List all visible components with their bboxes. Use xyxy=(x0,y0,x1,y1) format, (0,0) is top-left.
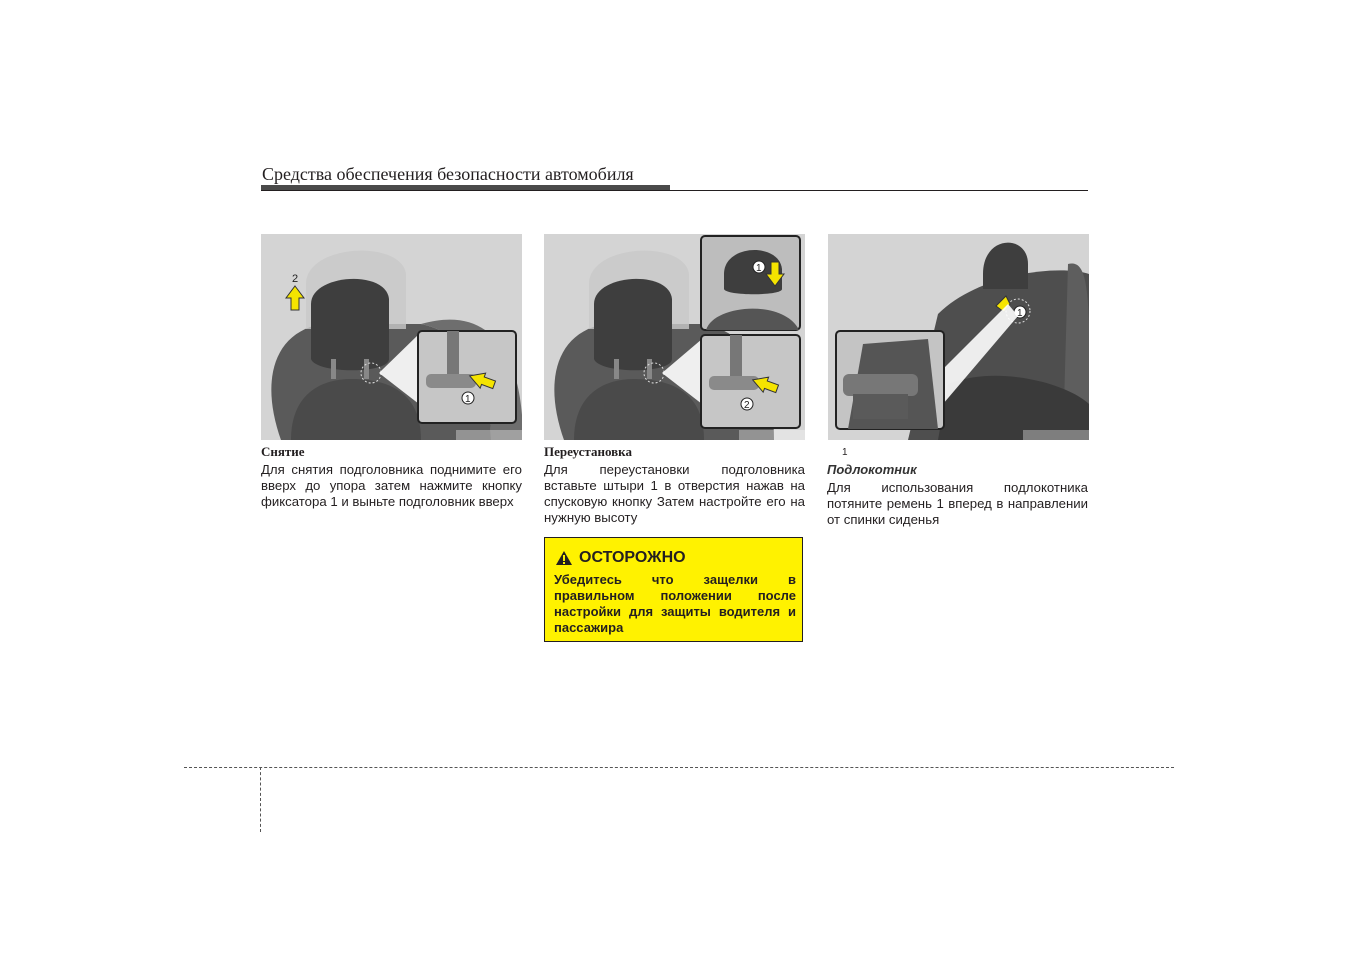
armrest-heading: Подлокотник xyxy=(827,462,917,477)
armrest-figure-number: 1 xyxy=(842,447,848,458)
svg-text:1: 1 xyxy=(1017,308,1023,319)
figure-label-plate xyxy=(1023,430,1089,440)
warning-text: Убедитесь что защелки в правильном положении после настройки для защиты водителя и пассажира xyxy=(554,572,796,635)
removal-heading: Снятие xyxy=(261,444,305,459)
trim-line-vertical xyxy=(260,767,261,832)
warning-box xyxy=(544,537,803,642)
headrest-reinstall-figure xyxy=(544,234,805,440)
warning-title xyxy=(555,549,686,567)
svg-text:1: 1 xyxy=(465,394,471,405)
armrest-text: Для использования подлокотника потяните ремень 1 вперед в направлении от спинки сиденья xyxy=(827,480,1088,527)
trim-line-horizontal xyxy=(184,767,1174,768)
svg-text:1: 1 xyxy=(756,263,762,274)
header-rule-thin xyxy=(261,190,1088,191)
armrest-figure xyxy=(828,234,1089,440)
warning-title-label: ОСТОРОЖНО xyxy=(579,549,686,566)
page-title: Средства обеспечения безопасности автомобиля xyxy=(262,164,634,184)
headrest-removal-figure xyxy=(261,234,522,440)
svg-text:2: 2 xyxy=(744,400,750,411)
removal-text: Для снятия подголовника поднимите его вверх до упора затем нажмите кнопку фиксатора 1 и выньте подголовник вверх xyxy=(261,462,522,509)
svg-text:2: 2 xyxy=(292,273,299,285)
figure-label-plate xyxy=(739,430,805,440)
reinstall-text: Для переустановки подголовника вставьте штыри 1 в отверстия нажав на спусковую кнопку Затем настройте его на нужную высоту xyxy=(544,462,805,525)
warning-triangle-icon xyxy=(555,550,573,566)
figure-label-plate xyxy=(456,430,522,440)
reinstall-heading: Переустановка xyxy=(544,444,632,459)
